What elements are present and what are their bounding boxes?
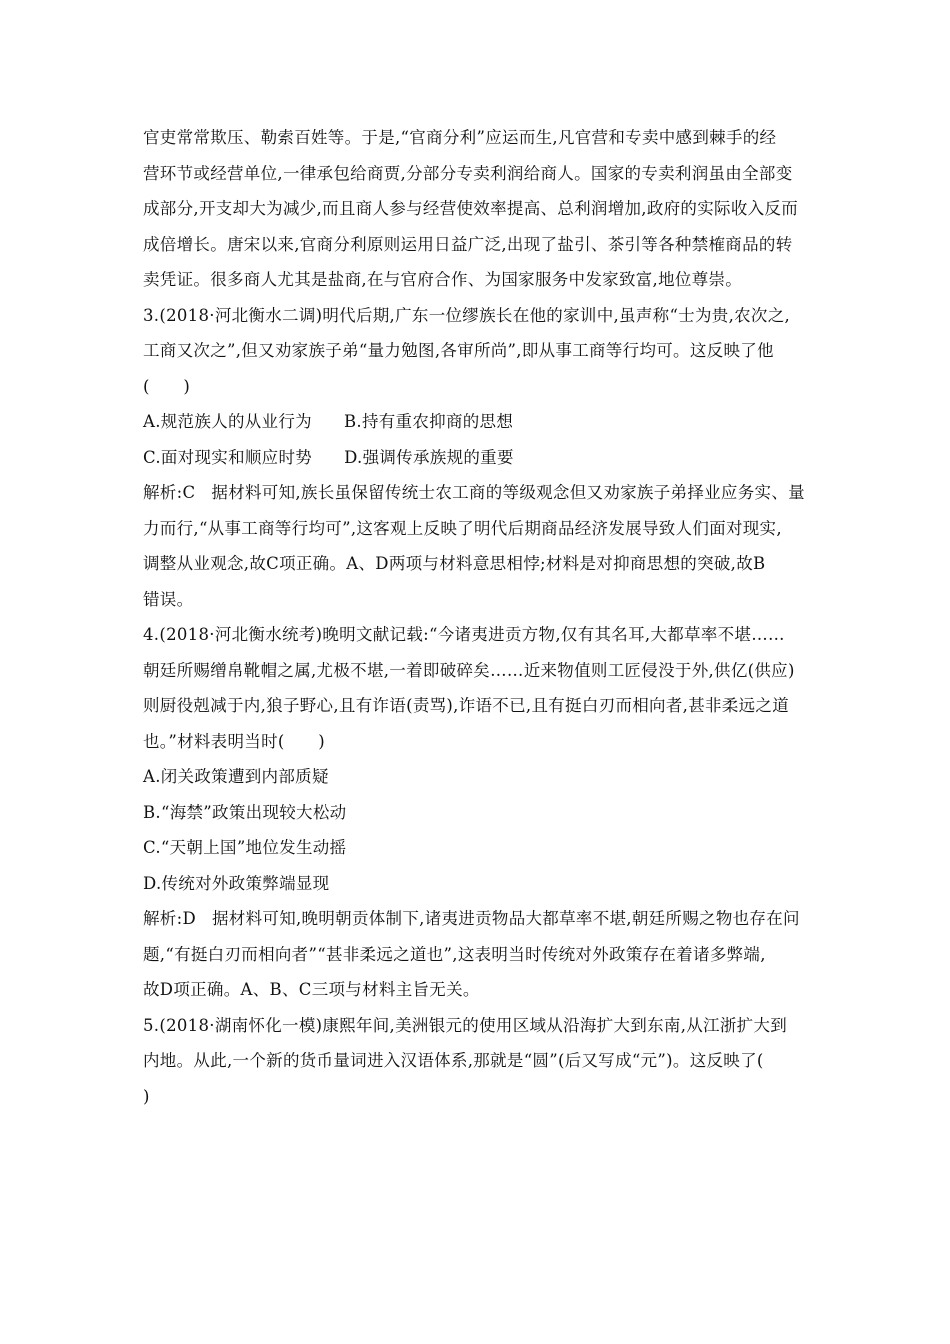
question-4-stem-line: 4.(2018·河北衡水统考)晚明文献记载:“今诸夷进贡方物,仅有其名耳,大都草率不堪…… <box>143 625 785 644</box>
question-4 <box>143 617 813 759</box>
option-a: A.规范族人的从业行为 <box>143 412 312 431</box>
question-5-stem-line: 内地。从此,一个新的货币量词进入汉语体系,那就是“圆”(后又写成“元”)。这反映了( <box>143 1051 764 1070</box>
question-3-options <box>143 404 813 475</box>
question-5-stem-line: 5.(2018·湖南怀化一模)康熙年间,美洲银元的使用区域从沿海扩大到东南,从江浙扩大到 <box>143 1015 788 1035</box>
question-4-options <box>143 759 813 901</box>
question-5 <box>143 1008 813 1115</box>
question-3-analysis <box>143 475 813 617</box>
question-4-stem-line: 则厨役剋减于内,狼子野心,且有诈语(责骂),诈语不已,且有挺白刃而相向者,甚非柔远之道 <box>143 696 789 715</box>
page-content <box>143 120 813 1114</box>
intro-paragraph <box>143 120 813 298</box>
analysis-text: 据材料可知,晚明朝贡体制下,诸夷进贡物品大都草率不堪,朝廷所赐之物也存在问 <box>212 909 800 928</box>
analysis-text: 据材料可知,族长虽保留传统士农工商的等级观念但又劝家族子弟择业应务实、量 <box>211 483 805 502</box>
text-line: 卖凭证。很多商人尤其是盐商,在与官府合作、为国家服务中发家致富,地位尊崇。 <box>143 270 743 289</box>
option-b: B.“海禁”政策出现较大松动 <box>143 802 347 822</box>
answer-paren: ( ) <box>143 376 191 396</box>
option-d: D.强调传承族规的重要 <box>344 447 514 467</box>
question-4-stem-line: 也。”材料表明当时( ) <box>143 731 325 751</box>
question-3-stem-line: 3.(2018·河北衡水二调)明代后期,广东一位缪族长在他的家训中,虽声称“士为贵,农次之, <box>143 305 791 325</box>
text-line: 官吏常常欺压、勒索百姓等。于是,“官商分利”应运而生,凡官营和专卖中感到棘手的经 <box>143 128 777 147</box>
analysis-text: 故D项正确。A、B、C三项与材料主旨无关。 <box>143 980 480 999</box>
option-a: A.闭关政策遭到内部质疑 <box>143 767 329 786</box>
text-line: 成部分,开支却大为减少,而且商人参与经营使效率提高、总利润增加,政府的实际收入反而 <box>143 199 799 218</box>
text-line: 成倍增长。唐宋以来,官商分利原则运用日益广泛,出现了盐引、茶引等各种禁榷商品的转 <box>143 234 793 254</box>
analysis-text: 错误。 <box>143 589 194 609</box>
option-d: D.传统对外政策弊端显现 <box>143 873 330 893</box>
option-b: B.持有重农抑商的思想 <box>343 412 514 431</box>
analysis-label: 解析:C <box>143 483 196 502</box>
analysis-text: 题,“有挺白刃而相向者”“甚非柔远之道也”,这表明当时传统对外政策存在着诸多弊端, <box>143 944 766 964</box>
question-3-stem-line: 工商又次之”,但又劝家族子弟“量力勉图,各审所尚”,即从事工商等行均可。这反映了他 <box>143 341 774 360</box>
analysis-label: 解析:D <box>143 909 196 928</box>
option-c: C.“天朝上国”地位发生动摇 <box>143 838 347 857</box>
question-4-analysis <box>143 901 813 1008</box>
question-3 <box>143 298 813 405</box>
analysis-text: 力而行,“从事工商等行均可”,这客观上反映了明代后期商品经济发展导致人们面对现实, <box>143 518 782 538</box>
text-line: 营环节或经营单位,一律承包给商贾,分部分专卖利润给商人。国家的专卖利润虽由全部变 <box>143 163 793 183</box>
question-4-stem-line: 朝廷所赐缯帛靴帽之属,尤极不堪,一着即破碎矣……近来物值则工匠侵没于外,供亿(供应) <box>143 660 795 680</box>
option-c: C.面对现实和顺应时势 <box>143 447 313 467</box>
analysis-text: 调整从业观念,故C项正确。A、D两项与材料意思相悖;材料是对抑商思想的突破,故B <box>143 554 766 573</box>
question-5-stem-line: ) <box>143 1086 150 1106</box>
